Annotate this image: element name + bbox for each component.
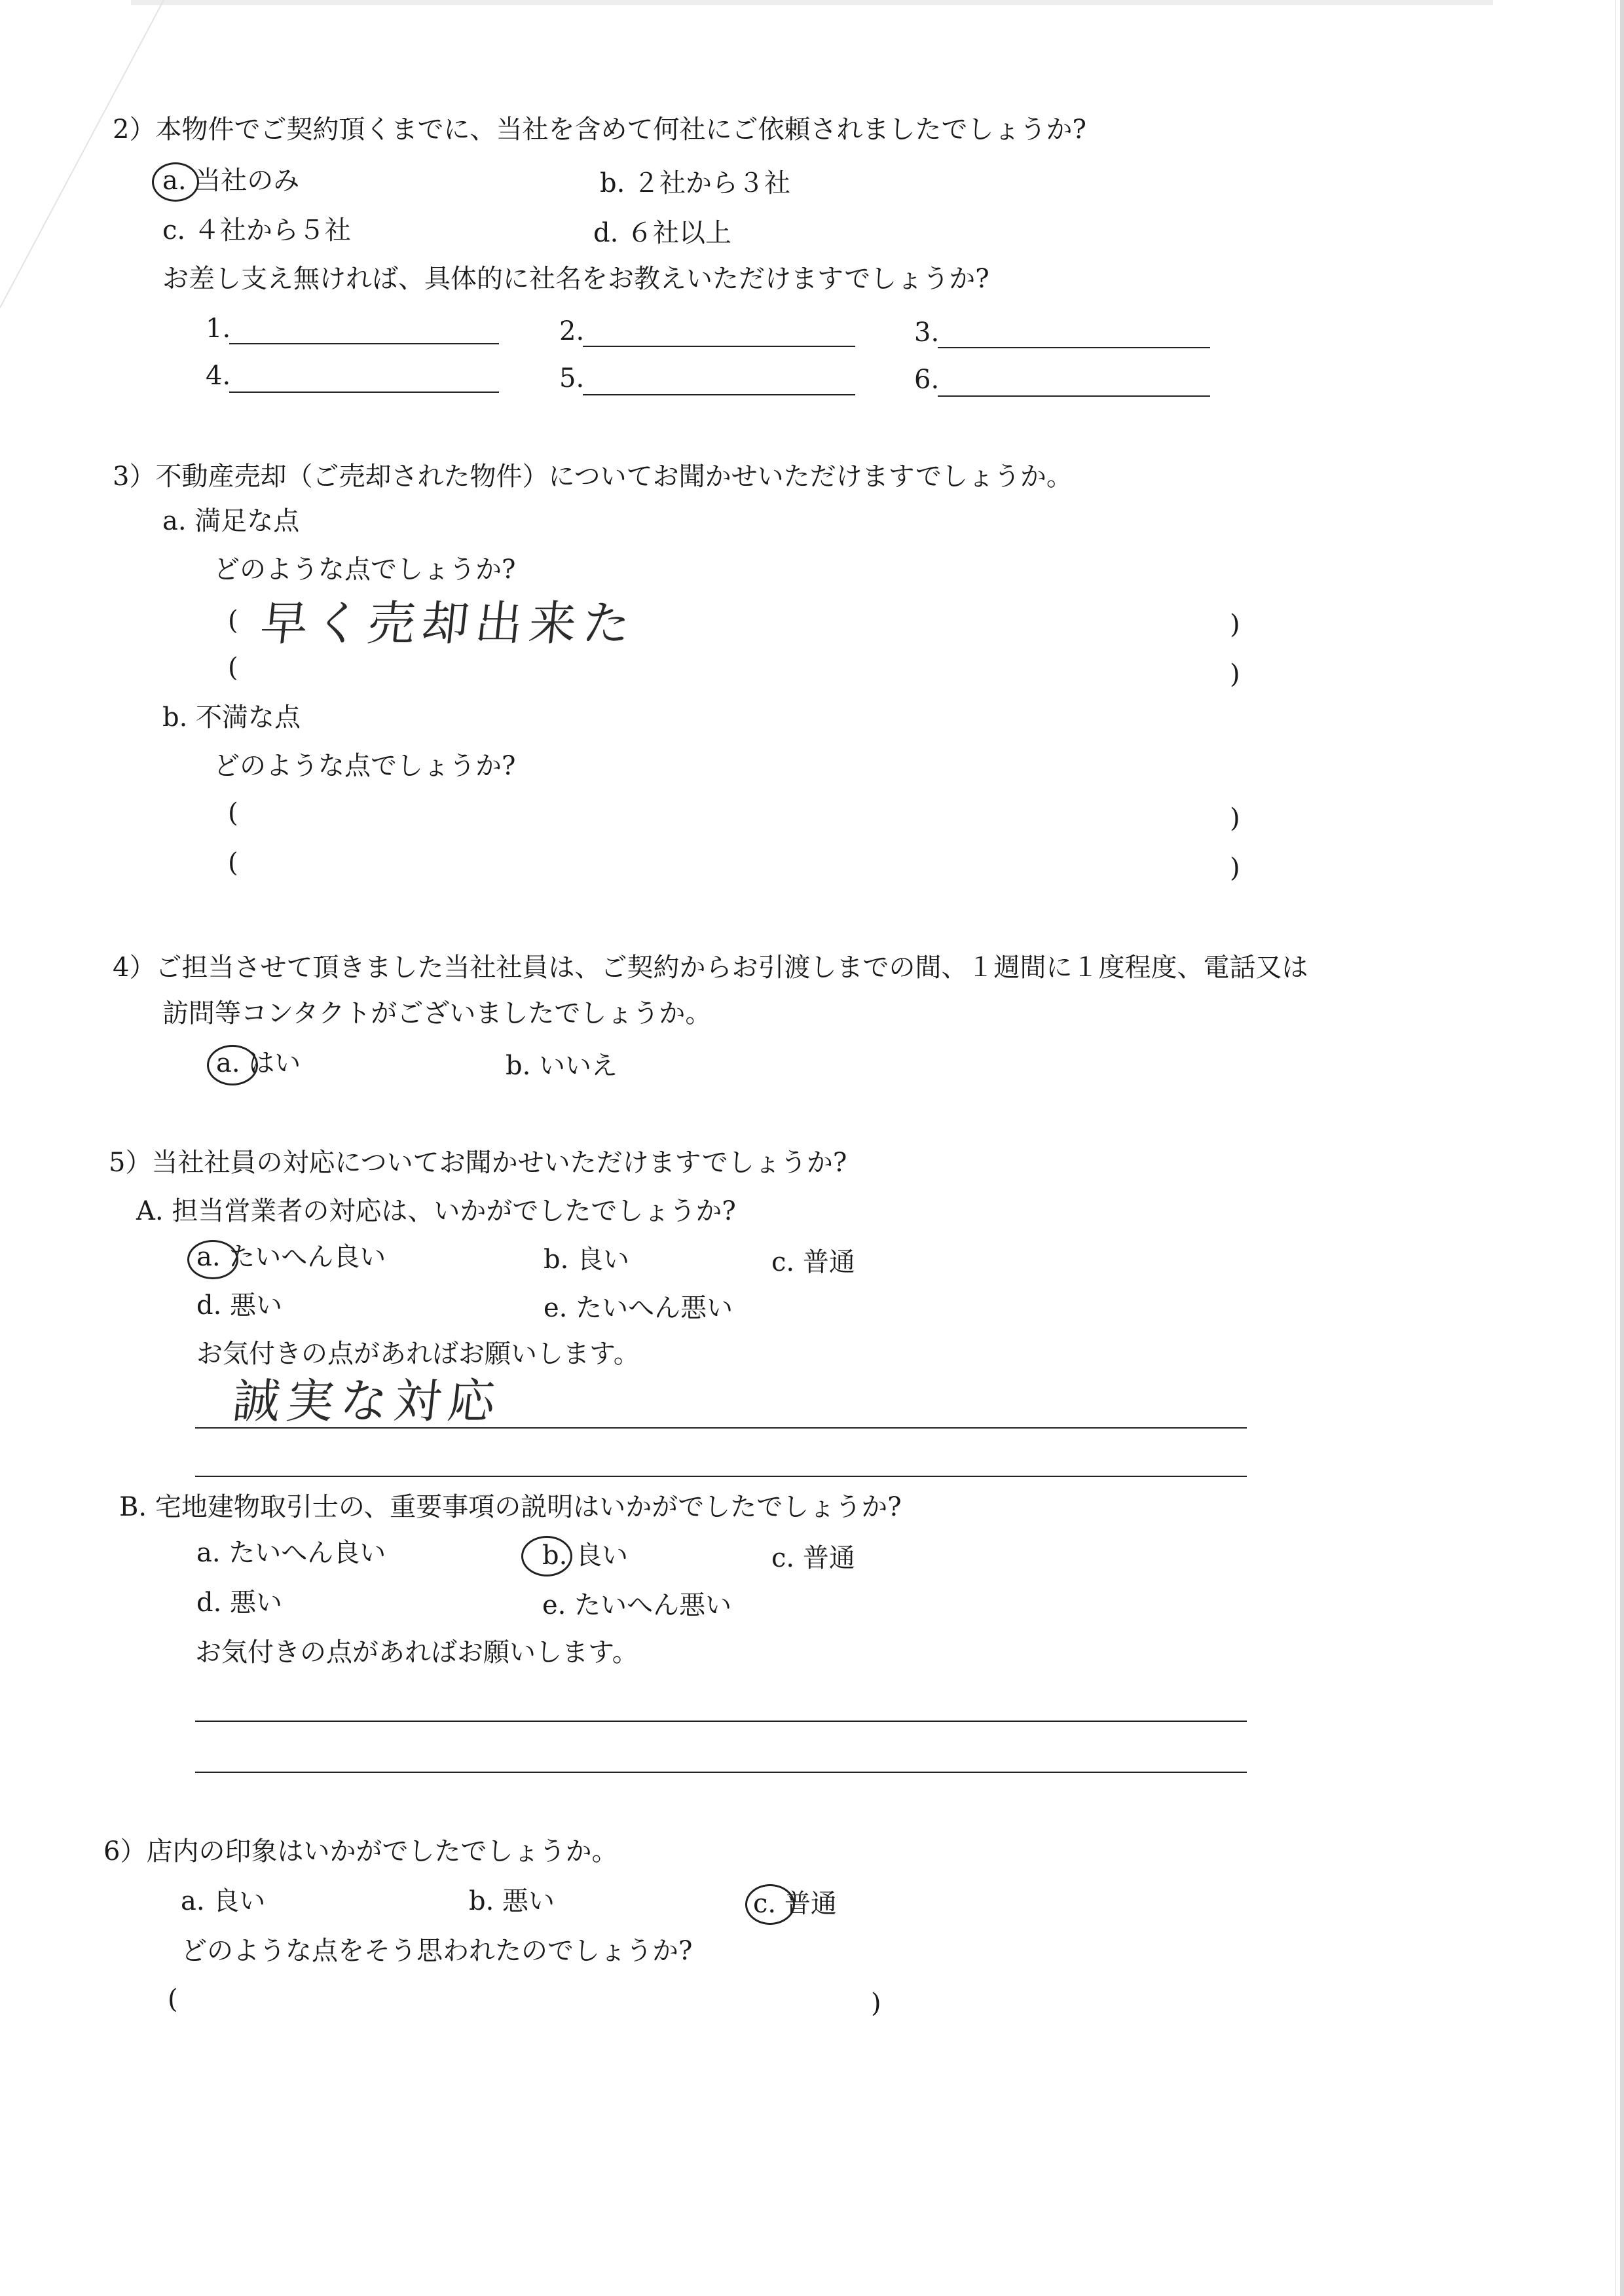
q2-option-b[interactable]: b. ２社から３社 [600, 168, 791, 198]
q5-B-note: お気付きの点があればお願いします。 [195, 1637, 638, 1667]
q4-question-line2: 訪問等コンタクトがございましたでしょうか。 [162, 998, 712, 1029]
q2-blank-1-label: 1. [206, 314, 231, 344]
q6-question: 6）店内の印象はいかがでしたでしょうか。 [103, 1836, 618, 1867]
q3-b-paren-open-2: ( [228, 848, 238, 878]
q3-b-paren-close-2: ) [1230, 853, 1240, 883]
q5-A-option-b[interactable]: b. 良い [544, 1245, 630, 1275]
q2-blank-5-label: 5. [559, 363, 585, 393]
q2-blank-6-label: 6. [914, 365, 940, 395]
q5-B-comment-line-2[interactable] [195, 1772, 1247, 1773]
q2-blank-3-label: 3. [914, 318, 940, 348]
q6-paren-open: ( [168, 1984, 178, 2014]
q2-company-prompt: お差し支え無ければ、具体的に社名をお教えいただけますでしょうか? [162, 264, 989, 294]
q3-a-handwritten-answer[interactable]: 早く売却出来た [257, 596, 640, 651]
q3-a-label: a. 満足な点 [162, 506, 300, 536]
q2-blank-3[interactable] [938, 347, 1210, 348]
q2-blank-6[interactable] [938, 395, 1210, 397]
q3-a-paren-open-1: ( [228, 606, 238, 636]
q6-option-c[interactable]: c. 普通 [753, 1889, 837, 1919]
scan-fold-line [0, 0, 170, 327]
q5-A-option-d[interactable]: d. 悪い [196, 1290, 283, 1321]
q5-A-option-c[interactable]: c. 普通 [771, 1247, 855, 1277]
q5-B-option-b[interactable]: b. 良い [542, 1540, 629, 1571]
scan-right-edge [1620, 0, 1624, 2296]
q3-question: 3）不動産売却（ご売却された物件）についてお聞かせいただけますでしょうか。 [113, 462, 1073, 492]
q5-A-option-a[interactable]: a. たいへん良い [196, 1242, 386, 1272]
q5-B-option-e[interactable]: e. たいへん悪い [542, 1590, 732, 1620]
q2-blank-4-label: 4. [206, 361, 231, 391]
q4-question-line1: 4）ご担当させて頂きました当社社員は、ご契約からお引渡しまでの間、１週間に１度程度、電話又は [113, 953, 1308, 983]
q2-question: 2）本物件でご契約頂くまでに、当社を含めて何社にご依頼されましたでしょうか? [113, 115, 1086, 145]
q5-B-option-c[interactable]: c. 普通 [771, 1543, 855, 1573]
q3-b-paren-open-1: ( [228, 798, 238, 828]
q4-option-b[interactable]: b. いいえ [506, 1051, 618, 1081]
q2-option-a[interactable]: a. 当社のみ [162, 166, 300, 196]
q6-option-b[interactable]: b. 悪い [469, 1886, 555, 1916]
q3-b-prompt: どのような点でしょうか? [213, 751, 516, 781]
q3-a-paren-close-2: ) [1230, 659, 1240, 689]
q5-A-note: お気付きの点があればお願いします。 [196, 1339, 640, 1369]
q5-A-comment-line-2[interactable] [195, 1476, 1247, 1477]
q2-blank-1[interactable] [229, 343, 499, 344]
q5-question: 5）当社社員の対応についてお聞かせいただけますでしょうか? [109, 1148, 847, 1178]
q3-b-label: b. 不満な点 [162, 702, 301, 733]
q4-option-a[interactable]: a. はい [216, 1048, 301, 1078]
q5-A-question: A. 担当営業者の対応は、いかがでしたでしょうか? [136, 1196, 736, 1226]
q5-A-option-e[interactable]: e. たいへん悪い [544, 1293, 733, 1323]
q5-A-comment-line-1[interactable] [195, 1427, 1247, 1429]
q5-B-question: B. 宅地建物取引士の、重要事項の説明はいかがでしたでしょうか? [119, 1492, 902, 1522]
q5-A-handwritten-answer[interactable]: 誠実な対応 [230, 1374, 505, 1429]
q6-option-a[interactable]: a. 良い [181, 1886, 266, 1916]
q2-option-c[interactable]: c. ４社から５社 [162, 215, 351, 246]
scan-top-shadow [131, 0, 1493, 5]
q2-option-d[interactable]: d. ６社以上 [593, 218, 732, 248]
q5-B-comment-line-1[interactable] [195, 1721, 1247, 1722]
q2-blank-4[interactable] [229, 392, 499, 393]
q2-blank-2[interactable] [583, 346, 855, 347]
q2-blank-5[interactable] [583, 394, 855, 395]
q5-B-option-d[interactable]: d. 悪い [196, 1588, 283, 1618]
q3-a-prompt: どのような点でしょうか? [213, 555, 516, 585]
q3-a-paren-open-2: ( [228, 653, 238, 683]
q3-a-paren-close-1: ) [1230, 610, 1240, 640]
q5-B-option-a[interactable]: a. たいへん良い [196, 1538, 386, 1568]
q6-prompt: どのような点をそう思われたのでしょうか? [181, 1936, 693, 1966]
q6-paren-close: ) [871, 1988, 881, 2018]
scan-right-edge-inner [1615, 0, 1616, 2296]
q2-blank-2-label: 2. [559, 316, 585, 346]
q3-b-paren-close-1: ) [1230, 803, 1240, 833]
